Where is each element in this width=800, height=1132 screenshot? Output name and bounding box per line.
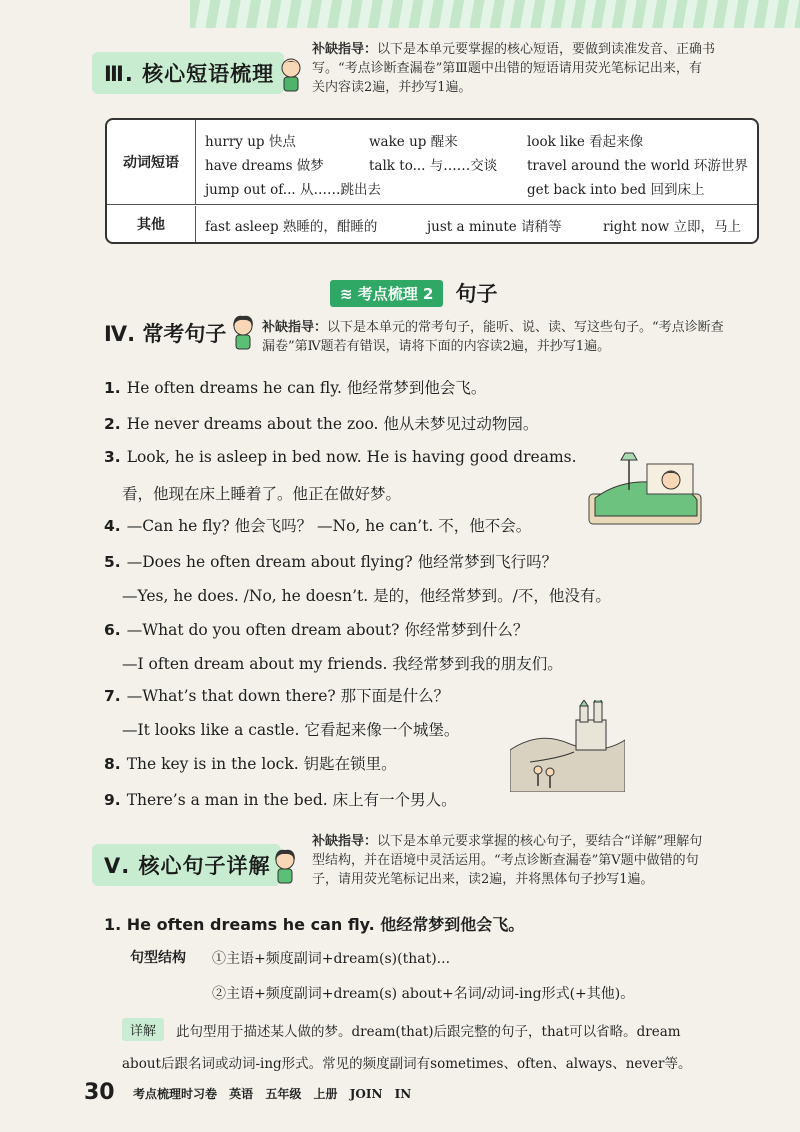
section-3-title: Ⅲ. 核心短语梳理 [92,52,284,94]
phrase: get back into bed 回到床上 [527,182,705,198]
sentence-item: 3. Look, he is asleep in bed now. He is having good dreams. [104,448,577,466]
phrase: travel around the world 环游世界 [527,158,748,174]
heading-badge: ≋ 考点梳理 2 [330,280,443,307]
sentence-item: 4. —Can he fly? 他会飞吗？ —No, he can’t. 不，他不会。 [104,517,532,535]
row-label: 其他 [107,206,196,242]
guide-label: 补缺指导： [262,320,328,335]
phrase: have dreams 做梦 [205,158,324,174]
top-decoration [190,0,800,28]
section-5-guide [312,832,760,889]
boy-in-bed-illustration [585,450,705,528]
sentence-item: 7. —What’s that down there? 那下面是什么？ [104,687,450,705]
phrase: fast asleep 熟睡的，酣睡的 [205,219,378,235]
phrase: right now 立即，马上 [603,219,741,235]
phrase-table [105,118,759,244]
sentence-item: 9. There’s a man in the bed. 床上有一个男人。 [104,791,457,809]
heading-title: 句子 [455,282,498,306]
phrase: wake up 醒来 [369,134,458,150]
phrase: just a minute 请稍等 [427,219,562,235]
guide-label: 补缺指导： [312,42,378,57]
section-3-guide [312,40,757,97]
other-row [107,206,757,242]
castle-illustration [510,700,625,792]
guide-line: 以下是本单元的常考句子，能听、说、读、写这些句子。“考点诊断查 [327,320,724,335]
row-label: 动词短语 [107,120,196,204]
pattern-label: 句型结构 [130,950,186,966]
guide-line: 型结构，并在语境中灵活运用。“考点诊断查漏卷”第Ⅴ题中做错的句 [312,853,699,868]
detail-line: about后跟名词或动词-ing形式。常见的频度副词有sometimes、often、always、never等。 [122,1056,692,1072]
guide-line: 以下是本单元要掌握的核心短语，要做到读准发音、正确书 [377,42,716,57]
pattern-2: ②主语+频度副词+dream(s) about+名词/动词-ing形式(+其他)。 [212,986,635,1002]
phrase: hurry up 快点 [205,134,296,150]
sentence-line: —I often dream about my friends. 我经常梦到我的朋友们。 [122,655,563,673]
core-sentence: 1. He often dreams he can fly. 他经常梦到他会飞。 [104,915,525,934]
pattern-1: ①主语+频度副词+dream(s)(that)... [212,951,451,967]
guide-line: 以下是本单元要求掌握的核心句子，要结合“详解”理解句 [377,834,703,849]
page-number: 30 [84,1080,115,1105]
section-5-title: Ⅴ. 核心句子详解 [92,844,281,886]
guide-line: 子，请用荧光笔标记出来，读2遍，并将黑体句子抄写1遍。 [312,872,654,887]
guide-line: 写。“考点诊断查漏卷”第Ⅲ题中出错的短语请用荧光笔标记出来，有 [312,61,702,76]
kid-icon [228,314,258,350]
section-5-header [92,844,281,886]
sentence-line: —It looks like a castle. 它看起来像一个城堡。 [122,721,460,739]
detail-label: 详解 [122,1018,164,1041]
guide-line: 漏卷”第Ⅳ题若有错误，请将下面的内容读2遍，并抄写1遍。 [262,339,611,354]
phrase: jump out of... 从……跳出去 [205,182,381,198]
sentence-item: 5. —Does he often dream about flying? 他经常梦到飞行吗？ [104,553,558,571]
kid-icon [276,56,306,92]
sentence-line: —Yes, he does. /No, he doesn’t. 是的，他经常梦到。/不，他没有。 [122,587,611,605]
guide-line: 关内容读2遍，并抄写1遍。 [312,80,472,95]
sentences-heading [330,278,497,308]
sentence-item: 1. He often dreams he can fly. 他经常梦到他会飞。 [104,379,487,397]
sentence-item: 6. —What do you often dream about? 你经常梦到什么？ [104,621,529,639]
sentence-item: 8. The key is in the lock. 钥匙在锁里。 [104,755,397,773]
phrase: look like 看起来像 [527,134,644,150]
phrase: talk to... 与……交谈 [369,158,498,174]
section-4-header [104,318,226,348]
section-4-guide [262,318,762,356]
sentence-line: 看，他现在床上睡着了。他正在做好梦。 [122,485,402,503]
guide-label: 补缺指导： [312,834,378,849]
kid-icon [270,848,300,884]
verb-phrase-row [107,120,757,205]
detail-line: 此句型用于描述某人做的梦。dream(that)后跟完整的句子，that可以省略。dream [176,1024,681,1040]
section-4-title: Ⅳ. 常考句子 [104,322,227,346]
section-3-header [92,52,284,94]
footer-text: 考点梳理时习卷 英语 五年级 上册 JOIN IN [133,1087,412,1101]
sentence-item: 2. He never dreams about the zoo. 他从未梦见过动物园。 [104,415,539,433]
